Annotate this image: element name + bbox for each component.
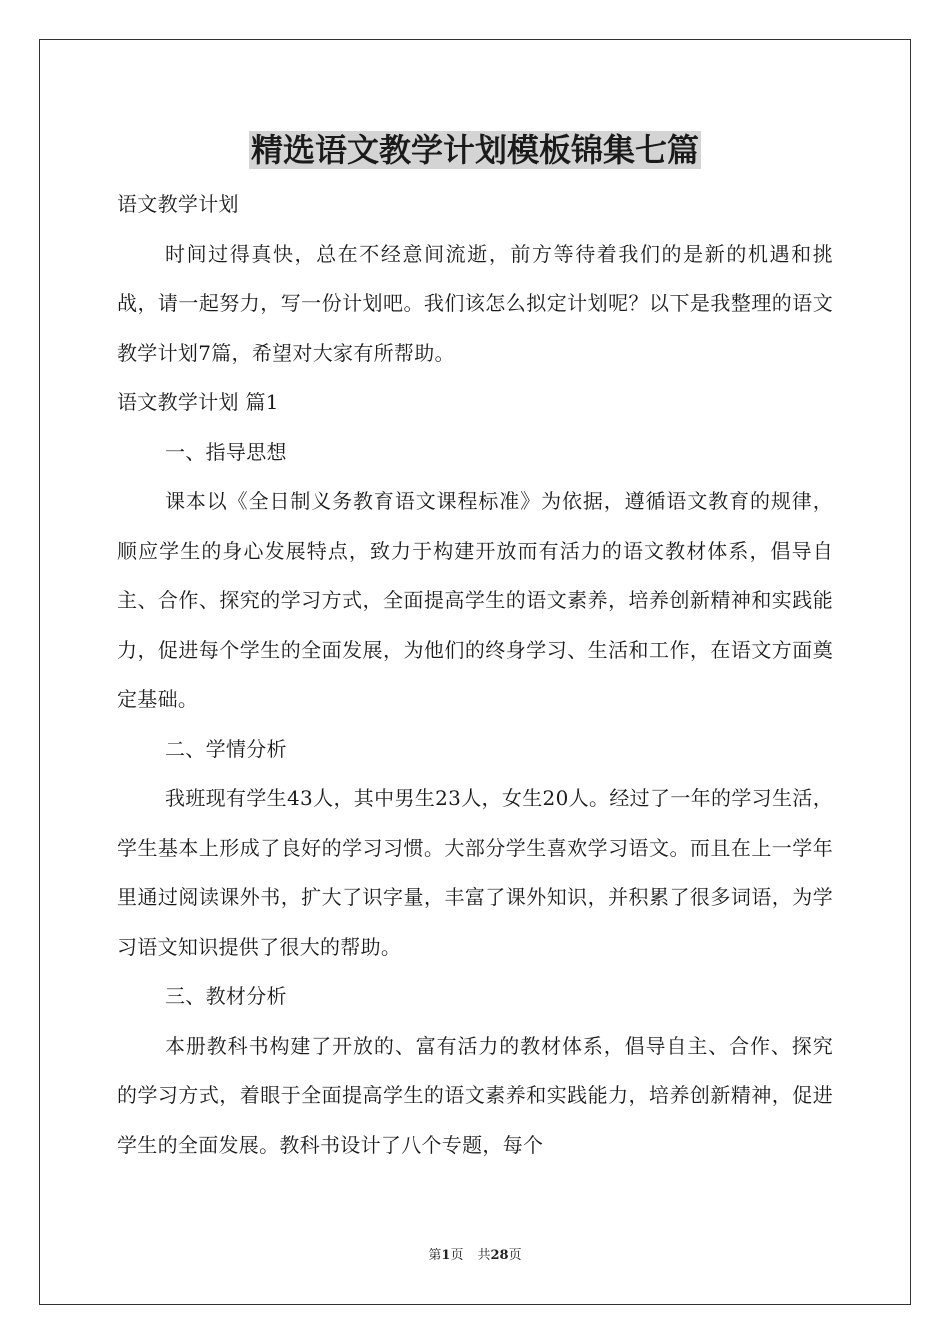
section-heading: 语文教学计划 篇1 [117, 390, 279, 414]
document-title [0, 128, 950, 172]
document-body [117, 180, 833, 1170]
footer-page-prefix: 第 [428, 1248, 442, 1263]
paragraph: 课本以《全日制义务教育语文课程标准》为依据，遵循语文教育的规律，顺应学生的身心发展特点，致力于构建开放而有活力的语文教材体系，倡导自主、合作、探究的学习方式，全面提高学生的语文素养，培养创新精神和实践能力，促进每个学生的全面发展，为他们的终身学习、生活和工作，在语文方面奠定基础。 [117, 489, 833, 711]
subsection-heading: 一、指导思想 [165, 439, 287, 464]
paragraph: 语文教学计划 [117, 192, 239, 216]
footer-total-pages: 28 [490, 1248, 509, 1263]
document-title-text: 精选语文教学计划模板锦集七篇 [250, 131, 699, 169]
footer-total-suffix: 页 [508, 1248, 522, 1263]
footer-total-prefix: 共 [477, 1248, 491, 1263]
paragraph: 本册教科书构建了开放的、富有活力的教材体系，倡导自主、合作、探究的学习方式，着眼于全面提高学生的语文素养和实践能力，培养创新精神，促进学生的全面发展。教科书设计了八个专题，每个 [117, 1033, 833, 1157]
footer-page-suffix: 页 [450, 1248, 464, 1263]
subsection-heading: 三、教材分析 [165, 984, 287, 1008]
paragraph: 时间过得真快，总在不经意间流逝，前方等待着我们的是新的机遇和挑战，请一起努力，写一份计划吧。我们该怎么拟定计划呢？以下是我整理的语文教学计划7篇，希望对大家有所帮助。 [117, 241, 833, 365]
page-footer [0, 1247, 950, 1265]
subsection-heading: 二、学情分析 [165, 736, 287, 761]
paragraph: 我班现有学生43人，其中男生23人，女生20人。经过了一年的学习生活，学生基本上形成了良好的学习习惯。大部分学生喜欢学习语文。而且在上一学年里通过阅读课外书，扩大了识字量，丰富了课外知识，并积累了很多词语，为学习语文知识提供了很大的帮助。 [117, 786, 833, 959]
footer-page-number: 1 [441, 1248, 451, 1263]
